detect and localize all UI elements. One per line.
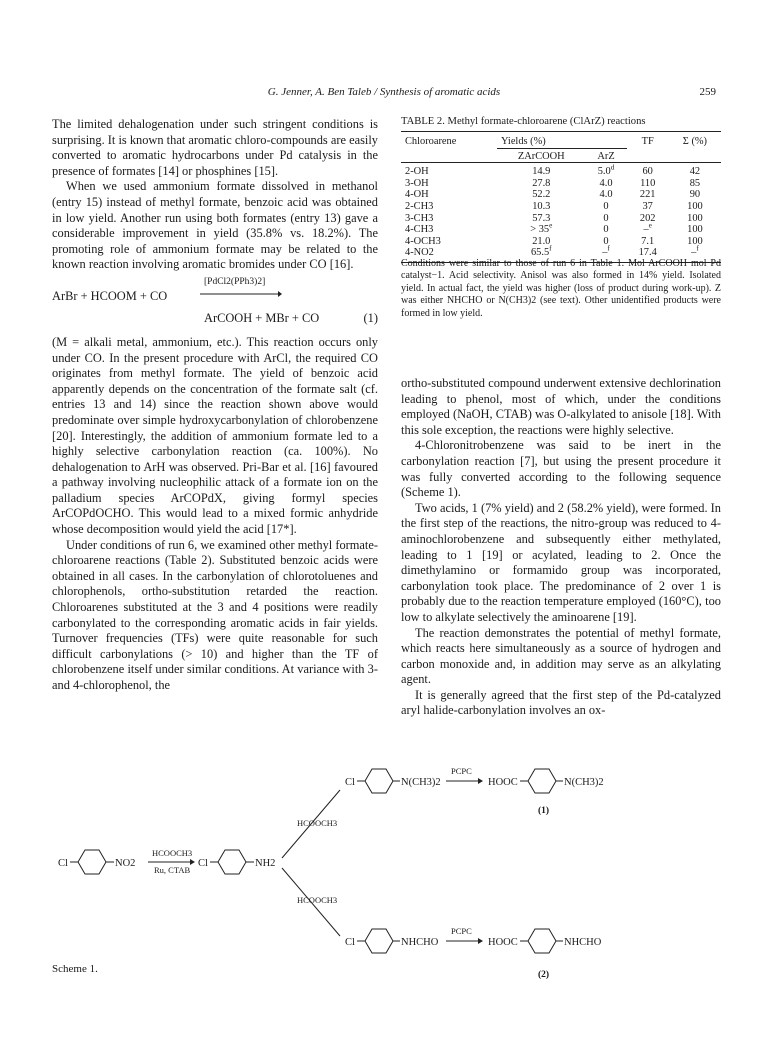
equation-left: ArBr + HCOOM + CO bbox=[52, 288, 168, 303]
table-row: 3-OH 27.8 4.0 110 85 bbox=[405, 177, 701, 189]
col-yields: Yields (%) bbox=[501, 136, 546, 147]
paragraph: The limited dehalogenation under such stringent conditions is surprising. It is known that aromatic chloro-compounds are easily converted to aromatic hydrocarbons under Pd catalysis in the presence of formates [14] or phosphines [15]. bbox=[52, 117, 378, 178]
table-title: TABLE 2. Methyl formate-chloroarene (ClArZ) reactions bbox=[401, 116, 646, 127]
reagent-hcooch3-upper: HCOOCH3 bbox=[297, 818, 338, 828]
equation-right: ArCOOH + MBr + CO bbox=[204, 310, 320, 325]
left-column bbox=[52, 117, 378, 694]
equation-1-continued bbox=[52, 311, 378, 331]
paragraph: When we used ammonium formate dissolved in methanol (entry 15) instead of methyl formate, benzoic acid was obtained in low yield. Another run using both formates (entry 13) gave a considerable improvement in yield (35.8% vs. 18.2%). The promoting role of ammonium formate may be related to the known reaction involving aromatic bromides under CO [16]. bbox=[52, 179, 378, 272]
table-row: 4-NO2 65.5$^f$ –$^f$ 17.4 –$^f$ bbox=[401, 247, 721, 262]
paragraph: ortho-substituted compound underwent extensive dechlorination leading to phenol, most of which, under the conditions employed (NaOH, CTAB) was O-alkylated to anisole [18]. With this sole exception, the reactions were highly selective. bbox=[401, 376, 721, 437]
benzene-ring-icon bbox=[365, 769, 393, 793]
benzene-ring-icon bbox=[78, 850, 106, 874]
equation-1 bbox=[52, 277, 378, 311]
label-nme2: N(CH3)2 bbox=[401, 777, 441, 788]
running-title: G. Jenner, A. Ben Taleb / Synthesis of aromatic acids bbox=[267, 86, 501, 98]
table-row: 3-CH3 57.3 0 202 100 bbox=[405, 212, 703, 224]
paragraph: Two acids, 1 (7% yield) and 2 (58.2% yield), were formed. In the first step of the reactions, the nitro-group was reduced to 4-aminochlorobenzene and subsequently either methylated, leading to 1 [19] or acylated, leading to 2. Once the dimethylamino or formamido group was incorporated, carbonylation took place. The predominance of 2 over 1 is probably due to the reaction temperature employed (160°C), too low to alkylate selectively the aminoarene [19]. bbox=[401, 500, 721, 624]
reagent-pcpc-upper: PCPC bbox=[451, 766, 472, 776]
table-2 bbox=[401, 131, 721, 263]
scheme-caption: Scheme 1. bbox=[52, 963, 98, 975]
table-row: 4-OH 52.2 4.0 221 90 bbox=[405, 189, 701, 201]
col-zarcooh: ZArCOOH bbox=[497, 148, 586, 163]
col-chloroarene: Chloroarene bbox=[405, 136, 457, 148]
paragraph: It is generally agreed that the first step of the Pd-catalyzed aryl halide-carbonylation involves an ox- bbox=[401, 687, 721, 718]
label-no2: NO2 bbox=[115, 858, 136, 869]
benzene-ring-icon bbox=[528, 769, 556, 793]
label-nhcho: NHCHO bbox=[401, 937, 439, 948]
col-arz: ArZ bbox=[586, 148, 627, 163]
label-hooc: HOOC bbox=[488, 777, 518, 788]
label-cl: Cl bbox=[345, 937, 355, 948]
label-nme2: N(CH3)2 bbox=[564, 777, 604, 788]
paragraph: Under conditions of run 6, we examined other methyl formate-chloroarene reactions (Table 2). Substituted benzoic acids were obtained in all cases. In the carbonylation of chlorotoluenes and chlorophenols, ortho-substitution retarded the reaction. Chloroarenes substituted at the 3 and 4 positions were readily carbonylated to the corresponding aromatic acids in fair yields. Turnover frequencies (TFs) were quite reasonable for such difficult carbonylations (> 10) and higher than the TF of chlorobenzene itself under similar conditions. At variance with 3- and 4-chlorophenol, the bbox=[52, 537, 378, 692]
label-hooc: HOOC bbox=[488, 937, 518, 948]
reagent-1-bottom: Ru, CTAB bbox=[154, 865, 191, 875]
paragraph: (M = alkali metal, ammonium, etc.). This reaction occurs only under CO. In the present procedure with ArCl, the required CO originates from methyl formate. The yield of benzoic acid apparently depends on the concentration of the formate salt (cf. entries 13 and 14) since the reaction shown above would predominate over simple hydroxycarbonylation of chlorobenzene [20]. Interestingly, the addition of ammonium formate led to a highly selective carbonylation reaction (ca. 100%). No dehalogenation to ArH was observed. Pri-Bar et al. [16] favoured a pathway involving nucleophilic attack of a formate ion on the palladium species ArCOPdX, giving formyl species ArCOPdOCHO. This would lead to a mixed formic anhydride whose decomposition would yield the acid [17*]. bbox=[52, 334, 378, 537]
scheme-1-diagram bbox=[0, 760, 776, 1000]
col-sigma: Σ (%) bbox=[682, 136, 708, 148]
table-row: 2-OH 14.9 5.0$^d$ 60 42 bbox=[401, 163, 721, 178]
equation-number: (1) bbox=[363, 310, 378, 325]
label-cl: Cl bbox=[58, 858, 68, 869]
label-cl: Cl bbox=[345, 777, 355, 788]
paragraph: 4-Chloronitrobenzene was said to be inert in the carbonylation reaction [7], but using the present procedure it was fully converted according to the following sequence (Scheme 1). bbox=[401, 438, 721, 500]
table-row: 4-CH3 > $35^e$ 0 –$^e$ 100 bbox=[405, 221, 703, 236]
reagent-pcpc-lower: PCPC bbox=[451, 926, 472, 936]
reagent-1-top: HCOOCH3 bbox=[152, 848, 193, 858]
equation-catalyst: [PdCl2(PPh3)2] bbox=[204, 276, 266, 287]
label-nh2: NH2 bbox=[255, 858, 276, 869]
label-nhcho: NHCHO bbox=[564, 937, 602, 948]
benzene-ring-icon bbox=[365, 929, 393, 953]
compound-label-2: (2) bbox=[538, 970, 550, 980]
right-column bbox=[401, 376, 721, 719]
paragraph: The reaction demonstrates the potential of methyl formate, which reacts here simultaneously as a source of hydrogen and carbon monoxide and, in addition may serve as an alkylating agent. bbox=[401, 625, 721, 687]
table-row: 4-OCH3 21.0 0 7.1 100 bbox=[405, 235, 703, 247]
reaction-arrow bbox=[200, 288, 282, 296]
page-number: 259 bbox=[699, 86, 716, 98]
col-tf: TF bbox=[641, 136, 654, 148]
table-footnote: Conditions were similar to those of run 6 in Table 1. Mol ArCOOH mol Pd catalyst−1. Acid selectivity. Anisol was also formed in 14% yield. Isolated yield. In actual fact, the yield was higher (loss of product during work-up). Z was either NHCHO or N(CH3)2 (see text). Other unidentified products were formed in low yield. bbox=[401, 258, 721, 319]
benzene-ring-icon bbox=[218, 850, 246, 874]
running-header bbox=[52, 86, 716, 102]
reagent-hcooch3-lower: HCOOCH3 bbox=[297, 895, 338, 905]
benzene-ring-icon bbox=[528, 929, 556, 953]
label-cl: Cl bbox=[198, 858, 208, 869]
compound-label-1: (1) bbox=[538, 806, 550, 816]
table-row: 2-CH3 10.3 0 37 100 bbox=[405, 200, 703, 212]
